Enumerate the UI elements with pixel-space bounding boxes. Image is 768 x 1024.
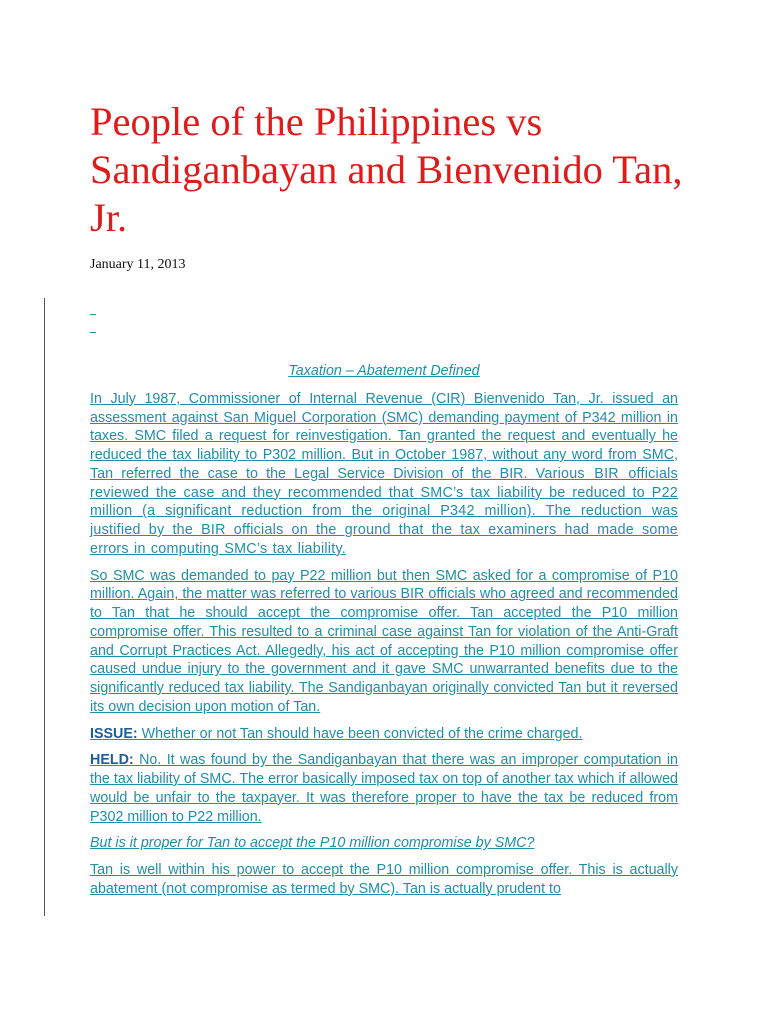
left-margin-rule (44, 298, 45, 916)
held-paragraph (90, 751, 678, 826)
facts-paragraph (90, 390, 678, 559)
facts-text-b: Various BIR officials reviewed the case and they recommended that SMC’s tax liability be reduced to P22 million (a significant reduction from the original P342 million). The reduction was justified by the BIR officials on the ground that the tax examiners had made some errors in computing SMC’s tax liability. (90, 465, 678, 557)
post-date: January 11, 2013 (90, 257, 186, 272)
issue-paragraph (90, 725, 678, 744)
facts-text-a: In July 1987, Commissioner of Internal Revenue (CIR) Bienvenido Tan, Jr. issued an assessment against San Miguel Corporation (SMC) demanding payment of P342 million in taxes. SMC filed a request for reinvestigation. Tan granted the request and eventually he reduced the tax liability to P302 million. But in October 1987, without any word from SMC, Tan referred the case to the Legal Service Division of the BIR. (90, 390, 678, 482)
ruling-paragraph: Tan is well within his power to accept the P10 million compromise offer. This is actually abatement (not compromise as termed by SMC). Tan is actually prudent to (90, 862, 678, 897)
section-subtitle: Taxation – Abatement Defined (288, 363, 480, 379)
held-label: HELD: (90, 752, 134, 769)
question-paragraph: But is it proper for Tan to accept the P10 million compromise by SMC? (90, 835, 535, 852)
list-marker (90, 332, 96, 333)
article-body (90, 362, 678, 907)
page-title: People of the Philippines vs Sandiganbayan and Bienvenido Tan, Jr. (90, 99, 683, 240)
facts-paragraph-2: So SMC was demanded to pay P22 million but then SMC asked for a compromise of P10 million. Again, the matter was referred to various BIR officials who agreed and recommended to Tan that he should accept the compromise offer. Tan accepted the P10 million compromise offer. This resulted to a criminal case against Tan for violation of the Anti-Graft and Corrupt Practices Act. Allegedly, his act of accepting the P10 million compromise offer caused undue injury to the government and it gave SMC unwarranted benefits due to the significantly reduced tax liability. The Sandiganbayan originally convicted Tan but it reversed its own decision upon motion of Tan. (90, 567, 678, 715)
issue-label: ISSUE: (90, 725, 138, 742)
issue-text: Whether or not Tan should have been convicted of the crime charged. (137, 725, 583, 742)
list-marker (90, 314, 96, 315)
held-text: No. It was found by the Sandiganbayan that there was an improper computation in the tax liability of SMC. The error basically imposed tax on top of another tax which if allowed would be unfair to the taxpayer. It was therefore proper to have the tax be reduced from P302 million to P22 million. (90, 752, 678, 825)
